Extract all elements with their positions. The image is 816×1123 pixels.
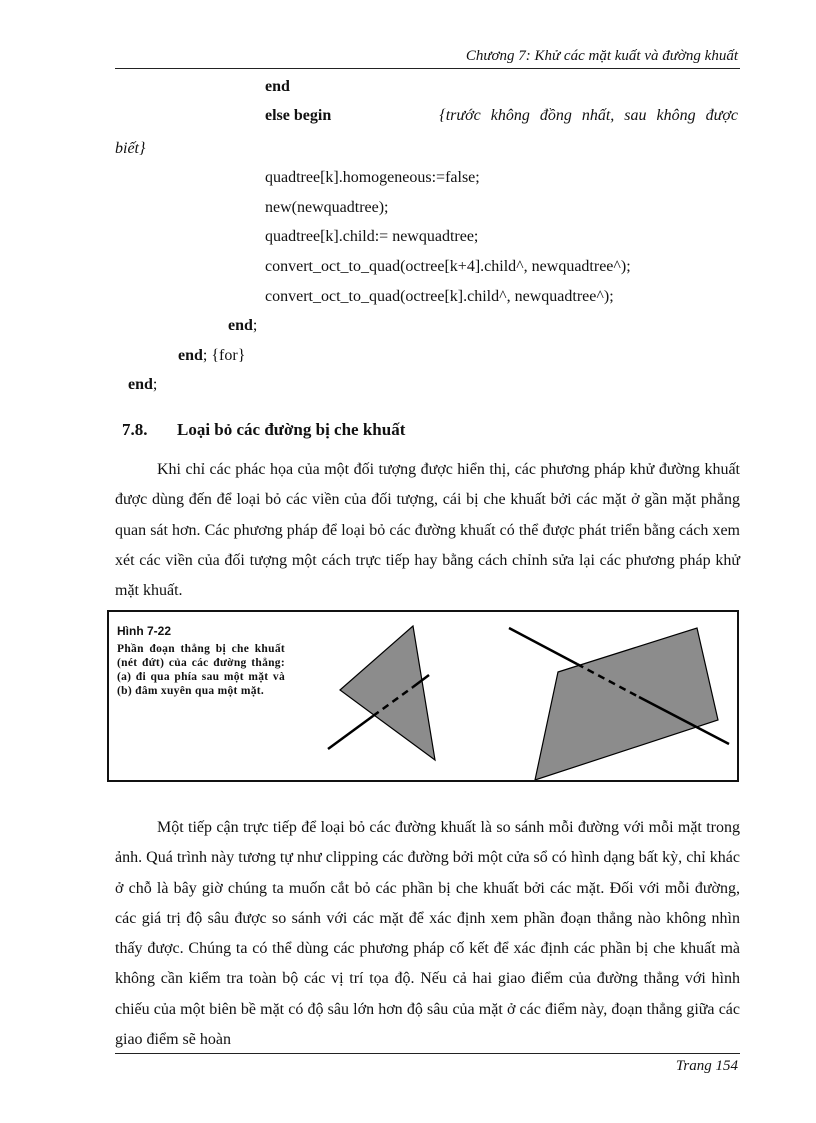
code-end-3-punct: ;: [152, 376, 158, 393]
section-number: 7.8.: [122, 420, 148, 439]
triangle-surface: [340, 626, 435, 760]
code-comment: {trước không đồng nhất, sau không được: [439, 107, 738, 124]
code-end-for-rest: ; {for}: [202, 347, 246, 364]
figure-title: Hình 7-22: [117, 624, 172, 638]
page-number: Trang 154: [675, 1058, 738, 1074]
code-line-homogeneous: quadtree[k].homogeneous:=false;: [265, 169, 480, 186]
quad-surface: [535, 628, 718, 780]
code-end-3-kw: end: [128, 376, 153, 393]
code-end-2: [228, 317, 257, 335]
code-end-3: [128, 376, 157, 394]
header-rule: [115, 68, 740, 69]
figure-caption: Phần đoạn thẳng bị che khuất (nét đứt) của các đường thẳng: (a) đi qua phía sau một mặt và (b) đâm xuyên qua một mặt.: [117, 643, 285, 697]
line-b-visible-left: [509, 628, 577, 664]
running-header: Chương 7: Khử các mặt kuất và đường khuất: [465, 48, 738, 64]
paragraph-1: Khi chỉ các phác họa của một đối tượng được hiển thị, các phương pháp khử đường khuất được dùng đến để loại bỏ các viền của đối tượng, cái bị che khuất bởi các mặt ở gần mặt phẳng quan sát hơn. Các phương pháp để loại bỏ các đường khuất có thể được phát triển bằng cách xem xét các viền của đối tượng một cách trực tiếp hay bằng cách chỉnh sửa lại các phương pháp khử mặt khuất.: [115, 461, 740, 600]
code-end-for: [178, 347, 245, 365]
figure-7-22: [107, 610, 739, 782]
code-end-2-kw: end: [228, 317, 253, 334]
figure-illustration: [109, 612, 737, 780]
code-line-convert-2: convert_oct_to_quad(octree[k].child^, newquadtree^);: [265, 288, 614, 305]
code-end-for-kw: end: [178, 347, 203, 364]
footer-rule: [115, 1053, 740, 1054]
section-heading: [122, 420, 405, 440]
section-title: Loại bỏ các đường bị che khuất: [177, 420, 406, 439]
code-else-begin: else begin: [265, 107, 332, 124]
code-line-child: quadtree[k].child:= newquadtree;: [265, 228, 479, 245]
line-a-visible-left: [328, 716, 373, 749]
code-end-1: end: [265, 78, 290, 95]
code-line-convert-1: convert_oct_to_quad(octree[k+4].child^, newquadtree^);: [265, 258, 631, 275]
code-comment-cont: biết}: [115, 140, 146, 157]
code-line-new: new(newquadtree);: [265, 199, 389, 216]
paragraph-2: Một tiếp cận trực tiếp để loại bỏ các đường khuất là so sánh mỗi đường với mỗi mặt trong ảnh. Quá trình này tương tự như clipping các đường bởi một cửa sổ có hình dạng bất kỳ, chỉ khác ở chỗ là bây giờ chúng ta muốn cắt bỏ các phần bị che khuất bởi các mặt. Đối với mỗi đường, các giá trị độ sâu được so sánh với các mặt để xác định xem phần đoạn thẳng nào không nhìn thấy được. Chúng ta có thể dùng các phương pháp cố kết để xác định các phần bị che khuất mà không cần kiểm tra toàn bộ các vị trí tọa độ. Nếu cả hai giao điểm của đường thẳng với hình chiếu của một biên bề mặt có độ sâu lớn hơn độ sâu của mặt ở các điểm này, đoạn thẳng giữa các giao điểm sẽ hoàn: [115, 819, 740, 1049]
code-end-2-punct: ;: [252, 317, 258, 334]
